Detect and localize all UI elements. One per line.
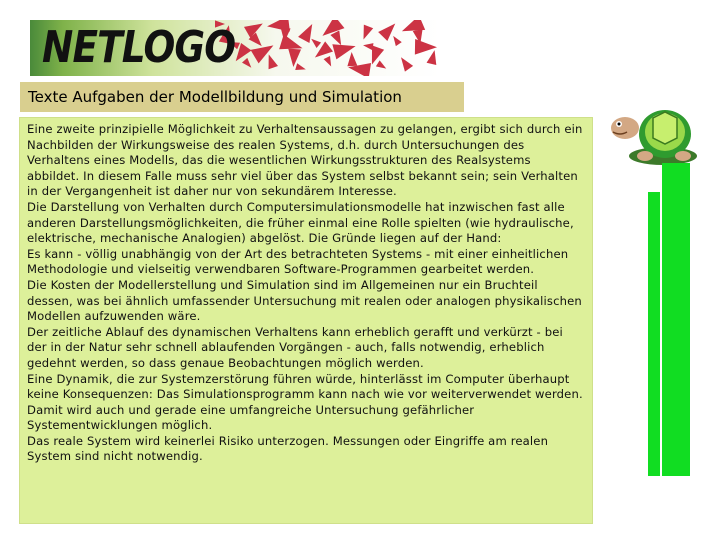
arrow-shape [264, 53, 278, 69]
title-bar [20, 82, 464, 112]
green-bar-left [648, 192, 660, 476]
paragraph-5: Der zeitliche Ablauf des dynamischen Verhaltens kann erheblich gerafft und verkürzt - bei der in der Natur sehr schnell ablaufenden Vorgängen - auch, falls notwendig, erheblich gedehnt werden, so dass genaue Beobachtungen möglich werden. [27, 324, 563, 370]
paragraph-6: Eine Dynamik, die zur Systemzerstörung führen würde, hinterlässt im Computer überhaupt keine Konsequenzen: Das Simulationsprogramm kann nach wie vor weiterverwendet werden. Damit wird auch und gerade eine umfangreiche Untersuchung gefährlicher Systementwicklungen möglich. [27, 371, 583, 433]
content-box [19, 117, 593, 524]
arrow-shape [363, 42, 374, 50]
arrow-shape [242, 58, 254, 70]
title-text: Aufgaben der Modellbildung und Simulation [72, 88, 402, 106]
arrow-shape [318, 20, 345, 42]
arrow-shape [376, 60, 388, 71]
green-bar-right [662, 163, 690, 476]
netlogo-logo [30, 20, 440, 76]
paragraph-7: Das reale System wird keinerlei Risiko unterzogen. Messungen oder Eingriffe am realen System sind nicht notwendig. [27, 433, 549, 464]
arrow-shape [390, 34, 402, 46]
logo-text: NETLOGO [42, 22, 236, 73]
arrow-shape [309, 36, 321, 48]
page-title [28, 88, 402, 106]
arrow-shape [359, 25, 373, 42]
arrow-shape [427, 49, 440, 65]
paragraph-3: Es kann - völlig unabhängig von der Art des betrachteten Systems - mit einer einheitlichen Methodologie und vielseitig verwendbaren Software-Programmen gearbeitet werden. [27, 246, 569, 277]
paragraph-4: Die Kosten der Modellerstellung und Simulation sind im Allgemeinen nur ein Bruchteil dessen, was bei ähnlich umfassender Untersuchung mit realen oder analogen physikalischen Modellen aufzuwenden wäre. [27, 277, 582, 324]
arrow-shape [324, 56, 335, 68]
arrow-shape [347, 52, 358, 67]
arrow-shape [332, 39, 357, 60]
arrow-shape [397, 54, 413, 71]
paragraph-1: Eine zweite prinzipielle Möglichkeit zu Verhaltensaussagen zu gelangen, ergibt sich durch ein Nachbilden der Wirkungsweise des realen Systems, d.h. durch Untersuchungen des Verhaltens eines Modells, das die wesentlichen Wirkungsstrukturen des Realsystems abbildet. In diesem Falle muss sehr viel über das System selbst bekannt sein; sein Verhalten in der Vergangenheit ist daher nur von sekundärem Interesse. [27, 122, 583, 199]
arrow-shape [378, 20, 400, 41]
title-prefix: Texte [28, 88, 68, 106]
turtle-icon [605, 98, 703, 168]
paragraph-2: Die Darstellung von Verhalten durch Computersimulationsmodelle hat inzwischen fast alle anderen Darstellungsmöglichkeiten, die früher einmal eine Rolle spielten (wie hydraulische, elektrische, mechanische Analogien) abgelöst. Die Gründe liegen auf der Hand: [27, 199, 574, 246]
arrow-shape [295, 63, 307, 73]
arrow-shape [298, 21, 318, 43]
